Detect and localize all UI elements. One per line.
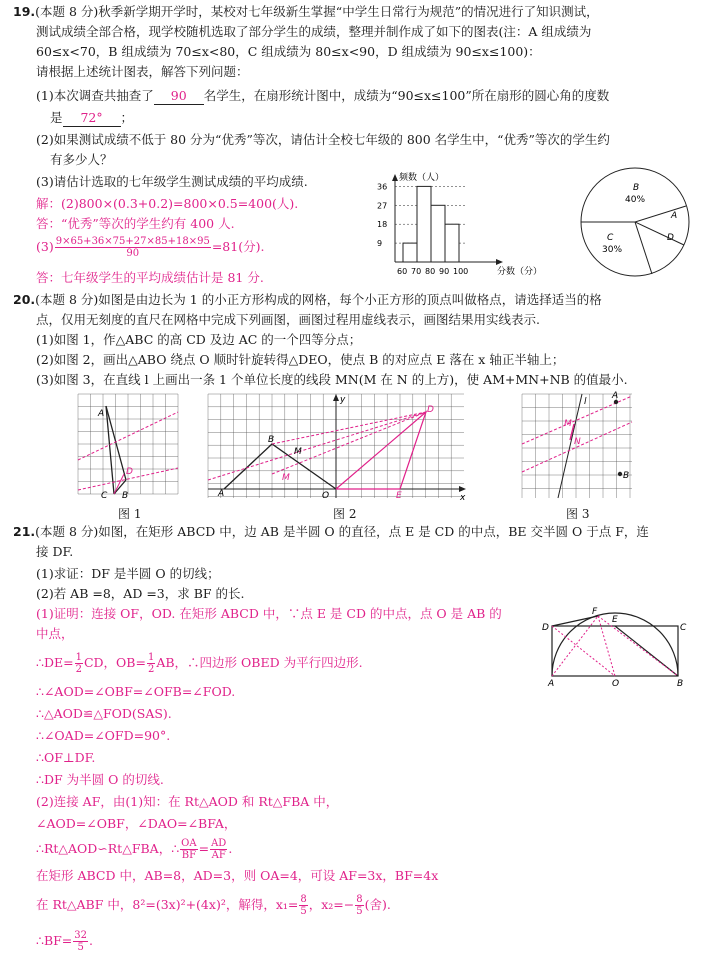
label-a: A — [548, 679, 555, 689]
pie-label-b: B — [633, 183, 640, 193]
y-tick-label: 18 — [377, 220, 388, 230]
label-o: O — [612, 679, 620, 689]
figure-2-grid — [208, 394, 470, 503]
pie-pct-c: 30% — [602, 245, 623, 255]
point-b — [618, 472, 622, 476]
q21-solution: ∴△AOD≌△FOD(SAS). — [36, 706, 172, 721]
label-d: D — [427, 405, 434, 415]
q21-solution-fraction: 在 Rt△ABF 中，8²=(3x)²+(4x)²，解得，x₁= $\frac{8}{5}$ ，x₂=− $\frac{8}{5}$ (舍). — [36, 894, 391, 917]
label-d: D — [126, 467, 133, 477]
q19-heading: 19.(本题 8 分)秋季新学期开学时，某校对七年级新生掌握“中学生日常行为规范”的情况进行了知识测试， — [13, 4, 599, 19]
pie-label-a: A — [671, 211, 678, 221]
q20-part1: (1)如图 1，作△ABC 的高 CD 及边 AC 的一个四等分点； — [36, 332, 362, 347]
q19-part2-cont: 有多少人？ — [50, 152, 113, 167]
label-a: A — [98, 409, 105, 419]
q21-solution: 中点， — [36, 626, 74, 641]
caption-figure-3: 图 3 — [566, 507, 590, 521]
q21-solution: ∴DF 为半圆 O 的切线. — [36, 772, 164, 787]
q19-line: 测试成绩全部合格，现学校随机选取了部分学生的成绩，整理并制作成了如下的图表(注：A 组成绩为 — [36, 24, 592, 39]
q20-heading: 20.(本题 8 分)如图是由边长为 1 的小正方形构成的网格，每个小正方形的顶点叫做格点，请选择适当的格 — [13, 292, 602, 307]
pie-label-d: D — [667, 233, 674, 243]
q21-solution: ∠AOD=∠OBF，∠DAO=∠BFA， — [36, 816, 237, 831]
q21-part1: (1)求证：DF 是半圆 O 的切线； — [36, 566, 220, 581]
pie-divider — [635, 206, 686, 222]
figure-1-grid — [78, 394, 178, 501]
segment-bf — [598, 616, 678, 676]
pie-label-c: C — [607, 233, 614, 243]
q21-solution: ∴OF⊥DF. — [36, 750, 96, 765]
q20-part2: (2)如图 2，画出△ABO 绕点 O 顺时针旋转得△DEO，使点 B 的对应点 E 落在 x 轴正半轴上； — [36, 352, 565, 367]
q21-line: 接 DF. — [36, 544, 74, 559]
label-n: N — [574, 437, 581, 447]
label-a: A — [218, 489, 225, 499]
label-b: B — [677, 679, 684, 689]
q19-part1: (1)本次调查共抽查了 90 名学生，在扇形统计图中，成绩为“90≤x≤100”所在扇形的圆心角的度数 — [36, 88, 610, 103]
q19-line: 请根据上述统计图表，解答下列问题： — [36, 64, 249, 79]
label-y: y — [340, 395, 346, 405]
pie-divider — [635, 222, 652, 274]
label-l: l — [584, 397, 587, 407]
histogram-bar — [431, 205, 445, 262]
triangle-deo — [336, 412, 426, 489]
label-m2: M — [282, 473, 290, 483]
segment-od — [552, 626, 615, 676]
histogram-bar — [403, 243, 417, 262]
histogram-bar — [417, 186, 431, 262]
pie-pct-b: 40% — [625, 195, 646, 205]
caption-figure-1: 图 1 — [118, 507, 142, 521]
pie-chart — [567, 166, 703, 278]
q21-solution: (2)连接 AF，由(1)知：在 Rt△AOD 和 Rt△FBA 中， — [36, 794, 339, 809]
answer-blank: 90 — [154, 88, 204, 105]
label-f: F — [592, 607, 598, 617]
y-axis-label: 频数（人） — [399, 173, 445, 183]
triangle-abo — [224, 444, 336, 489]
segment-of — [598, 616, 615, 676]
q21-heading: 21.(本题 8 分)如图，在矩形 ABCD 中，边 AB 是半圆 O 的直径，点 E 是 CD 的中点，BE 交半圆 O 于点 F，连 — [13, 524, 649, 539]
figure-3-grid — [522, 391, 632, 498]
dashed-line — [208, 412, 426, 480]
x-tick-label: 60 — [397, 267, 408, 276]
segment-be — [615, 626, 678, 676]
label-e: E — [396, 491, 402, 501]
x-tick-label: 90 — [439, 267, 450, 276]
label-m: M — [564, 419, 572, 429]
q19-part1-cont: 是 72° ； — [50, 110, 134, 125]
label-d: D — [542, 623, 549, 633]
q21-solution: ∴∠AOD=∠OBF=∠OFB=∠FOD. — [36, 684, 236, 699]
q21-solution-fraction: ∴BF= $\frac{32}{5}$ . — [36, 930, 94, 953]
q21-solution-fraction: ∴Rt△AOD∽Rt△FBA，∴ $\frac{OA}{BF}$ = $\frac{AD}{AF}$ . — [36, 838, 233, 861]
label-c: C — [680, 623, 687, 633]
label-e: E — [612, 615, 618, 625]
q21-solution: ∴∠OAD=∠OFD=90°. — [36, 728, 171, 743]
label-b: B — [268, 435, 275, 445]
x-tick-label: 70 — [411, 267, 422, 276]
q19-part2: (2)如果测试成绩不低于 80 分为“优秀”等次，请估计全校七年级的 800 名学生中，“优秀”等次的学生约 — [36, 132, 610, 147]
pie-divider — [635, 222, 684, 245]
q20-line: 点，仅用无刻度的直尺在网格中完成下列画图，画图过程用虚线表示，画图结果用实线表示. — [36, 312, 540, 327]
answer-blank: 72° — [63, 110, 121, 127]
q19-solution: 答：七年级学生的平均成绩估计是 81 分. — [36, 270, 264, 285]
q19-line: 60≤x<70，B 组成绩为 70≤x<80，C 组成绩为 80≤x<90，D 组成绩为 90≤x≤100)： — [36, 44, 541, 59]
label-m: M — [294, 447, 302, 457]
rectangle-abcd — [552, 626, 678, 676]
caption-figure-2: 图 2 — [333, 507, 357, 521]
q19-solution-mean: (3) $\frac{9\times 65+36\times 75+27\times 85+18\times 95}{90}$ =81(分). — [36, 236, 265, 259]
x-tick-label: 100 — [453, 267, 469, 276]
label-x: x — [460, 493, 466, 503]
q19-solution: 解：(2)800×(0.3+0.2)=800×0.5=400(人). — [36, 196, 299, 211]
q20-part3: (3)如图 3，在直线 l 上画出一条 1 个单位长度的线段 MN(M 在 N 的上方)，使 AM+MN+NB 的值最小. — [36, 372, 628, 387]
label-a: A — [612, 391, 619, 401]
q21-solution: (1)证明：连接 OF，OD. 在矩形 ABCD 中，∵点 E 是 CD 的中点，点 O 是 AB 的 — [36, 606, 502, 621]
label-b: B — [623, 471, 630, 481]
y-tick-label: 27 — [377, 201, 388, 211]
q21-solution: 在矩形 ABCD 中，AB=8，AD=3，则 OA=4，可设 AF=3x，BF=4x — [36, 868, 439, 883]
y-axis-arrow — [392, 174, 398, 181]
figure-rectangle-semicircle — [540, 607, 690, 689]
q21-solution-fraction: ∴DE= $\frac{1}{2}$ CD，OB= $\frac{1}{2}$ AB，∴四边形 OBED 为平行四边形. — [36, 652, 363, 675]
label-c: C — [101, 491, 108, 501]
label-o: O — [322, 491, 330, 501]
x-axis-arrow — [459, 486, 466, 492]
q19-part3: (3)请估计选取的七年级学生测试成绩的平均成绩. — [36, 174, 308, 189]
y-tick-label: 9 — [377, 239, 383, 249]
frequency-histogram — [375, 168, 565, 278]
q19-solution: 答：“优秀”等次的学生约有 400 人. — [36, 216, 235, 231]
x-axis-label: 分数（分） — [497, 267, 543, 277]
x-tick-label: 80 — [425, 267, 436, 276]
histogram-bar — [445, 224, 459, 262]
y-axis-arrow — [333, 394, 339, 401]
dashed-line — [522, 422, 632, 472]
q21-part2: (2)若 AB =8，AD =3，求 BF 的长. — [36, 586, 245, 601]
label-b: B — [122, 491, 129, 501]
x-axis-arrow — [496, 259, 503, 265]
y-tick-label: 36 — [377, 182, 388, 192]
